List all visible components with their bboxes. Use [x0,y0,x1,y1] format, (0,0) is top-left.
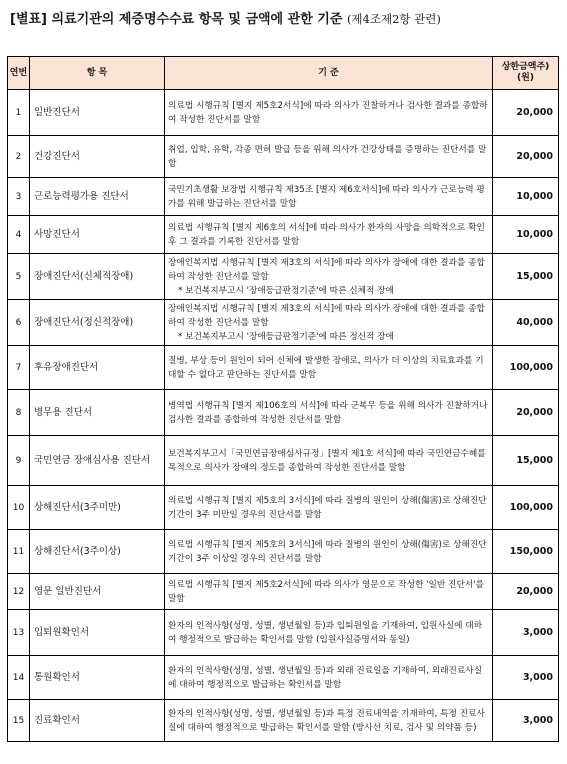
table-row [8,346,559,390]
row-number: 3 [8,178,30,216]
row-criteria [165,346,493,390]
row-amount: 15,000 [493,254,559,300]
row-number: 14 [8,656,30,700]
criteria-text: 병역법 시행규칙 [별지 제106호의 서식]에 따라 군복무 등을 위해 의사가 진찰하거나 검사한 결과를 종합하여 작성한 진단서를 말함 [168,400,488,425]
table-header-row [8,57,559,90]
criteria-text: 환자의 인적사항(성명, 성별, 생년월일 등)과 특정 진료내역을 기재하여, 특정 진료사실에 대하여 행정적으로 발급하는 확인서를 말함 (방사선 치료, 검사 및 의약품 등) [168,708,485,733]
row-item: 통원확인서 [30,656,165,700]
row-criteria [165,610,493,656]
fee-table [7,56,559,742]
row-number: 4 [8,216,30,254]
criteria-text: 장애인복지법 시행규칙 [별지 제3호의 서식]에 따라 의사가 장애에 대한 결과를 종합하여 작성한 진단서를 말함 [168,257,485,282]
table-row [8,300,559,346]
row-item: 국민연금 장애심사용 진단서 [30,436,165,486]
criteria-text: 의료법 시행규칙 [별지 제5호2서식]에 따라 의사가 진찰하거나 검사한 결과를 종합하여 작성한 진단서를 말함 [168,100,488,125]
criteria-text: 의료법 시행규칙 [별지 제5호의 3서식]에 따라 질병의 원인이 상해(傷害)로 상해진단기간이 3주 미만일 경우의 진단서를 말함 [168,495,487,520]
row-number: 6 [8,300,30,346]
row-number: 11 [8,530,30,574]
row-amount: 20,000 [493,574,559,610]
title-main: [별표] 의료기관의 제증명수수료 항목 및 금액에 관한 기준 [10,12,343,27]
title-sub: (제4조제2항 관련) [346,12,441,26]
table-row [8,656,559,700]
row-amount: 40,000 [493,300,559,346]
row-criteria [165,390,493,436]
row-amount: 3,000 [493,656,559,700]
criteria-note: * 보건복지부고시 '장애등급판정기준'에 따른 신체적 장애 [178,285,394,296]
table-row [8,136,559,178]
table-row [8,700,559,742]
row-criteria [165,90,493,136]
row-criteria [165,300,493,346]
row-number: 8 [8,390,30,436]
row-item: 상해진단서(3주이상) [30,530,165,574]
criteria-text: 국민기초생활 보장법 시행규칙 제35조 [별지 제6호서식]에 따라 의사가 근로능력 평가를 위해 발급하는 진단서를 말함 [168,184,485,209]
header-item: 항 목 [30,57,165,90]
row-criteria [165,574,493,610]
row-amount: 150,000 [493,530,559,574]
row-item: 장애진단서(정신적장애) [30,300,165,346]
table-row [8,254,559,300]
criteria-text: 보건복지부고시「국민연금장애심사규정」[별지 제1호 서식]에 따라 국민연금수혜를 목적으로 의사가 장애의 정도를 종합하여 작성한 진단서를 말함 [168,448,486,473]
criteria-text: 환자의 인적사항(성명, 성별, 생년월일 등)과 입퇴원일을 기재하여, 입원사실에 대하여 행정적으로 발급하는 확인서를 말함 (입원사실증명서와 동일) [168,620,483,645]
criteria-text: 의료법 시행규칙 [별지 제6호의 서식]에 따라 의사가 환자의 사망을 의학적으로 확인 후 그 결과를 기록한 진단서를 말함 [168,222,485,247]
row-amount: 20,000 [493,390,559,436]
criteria-text: 질병, 부상 등이 원인이 되어 신체에 발생한 장애로, 의사가 더 이상의 치료효과를 기대할 수 없다고 판단하는 진단서를 말함 [168,355,484,380]
criteria-text: 의료법 시행규칙 [별지 제5호2서식]에 따라 의사가 영문으로 작성한 '일반 진단서'를 말함 [168,579,485,604]
table-row [8,530,559,574]
row-criteria [165,178,493,216]
row-amount: 3,000 [493,610,559,656]
criteria-text: 취업, 입학, 유학, 각종 면허 발급 등을 위해 의사가 건강상태를 증명하는 진단서를 말함 [168,144,487,169]
table-row [8,610,559,656]
row-item: 일반진단서 [30,90,165,136]
row-number: 13 [8,610,30,656]
row-item: 건강진단서 [30,136,165,178]
row-item: 영문 일반진단서 [30,574,165,610]
row-criteria [165,436,493,486]
row-amount: 20,000 [493,136,559,178]
row-amount: 15,000 [493,436,559,486]
row-amount: 20,000 [493,90,559,136]
row-item: 사망진단서 [30,216,165,254]
row-criteria [165,216,493,254]
page-title [10,8,441,27]
table-row [8,574,559,610]
row-criteria [165,254,493,300]
table-row [8,486,559,530]
row-number: 7 [8,346,30,390]
row-criteria [165,656,493,700]
row-number: 10 [8,486,30,530]
row-item: 진료확인서 [30,700,165,742]
table-row [8,436,559,486]
row-amount: 100,000 [493,486,559,530]
table-row [8,216,559,254]
table-row [8,390,559,436]
table-row [8,178,559,216]
row-criteria [165,530,493,574]
row-number: 1 [8,90,30,136]
row-item: 장애진단서(신체적장애) [30,254,165,300]
row-item: 후유장애진단서 [30,346,165,390]
row-number: 9 [8,436,30,486]
row-item: 병무용 진단서 [30,390,165,436]
row-amount: 10,000 [493,178,559,216]
header-criteria: 기 준 [165,57,493,90]
row-amount: 3,000 [493,700,559,742]
table-row [8,90,559,136]
row-amount: 10,000 [493,216,559,254]
row-criteria [165,486,493,530]
criteria-text: 환자의 인적사항(성명, 성별, 생년월일 등)과 외래 진료일을 기재하여, 외래진료사실에 대하여 행정적으로 발급하는 확인서를 말함 [168,665,483,690]
criteria-note: * 보건복지부고시 '장애등급판정기준'에 따른 정신적 장애 [178,331,394,342]
row-criteria [165,700,493,742]
criteria-text: 의료법 시행규칙 [별지 제5호의 3서식]에 따라 질병의 원인이 상해(傷害)로 상해진단기간이 3주 이상일 경우의 진단서를 말함 [168,539,487,564]
criteria-text: 장애인복지법 시행규칙 [별지 제3호의 서식]에 따라 의사가 장애에 대한 결과를 종합하여 작성한 진단서를 말함 [168,303,485,328]
row-item: 근로능력평가용 진단서 [30,178,165,216]
row-amount: 100,000 [493,346,559,390]
row-number: 5 [8,254,30,300]
row-item: 입퇴원확인서 [30,610,165,656]
header-amount: 상한금액주)(원) [493,57,559,90]
row-number: 2 [8,136,30,178]
header-no: 연번 [8,57,30,90]
row-number: 15 [8,700,30,742]
row-number: 12 [8,574,30,610]
row-criteria [165,136,493,178]
row-item: 상해진단서(3주미만) [30,486,165,530]
